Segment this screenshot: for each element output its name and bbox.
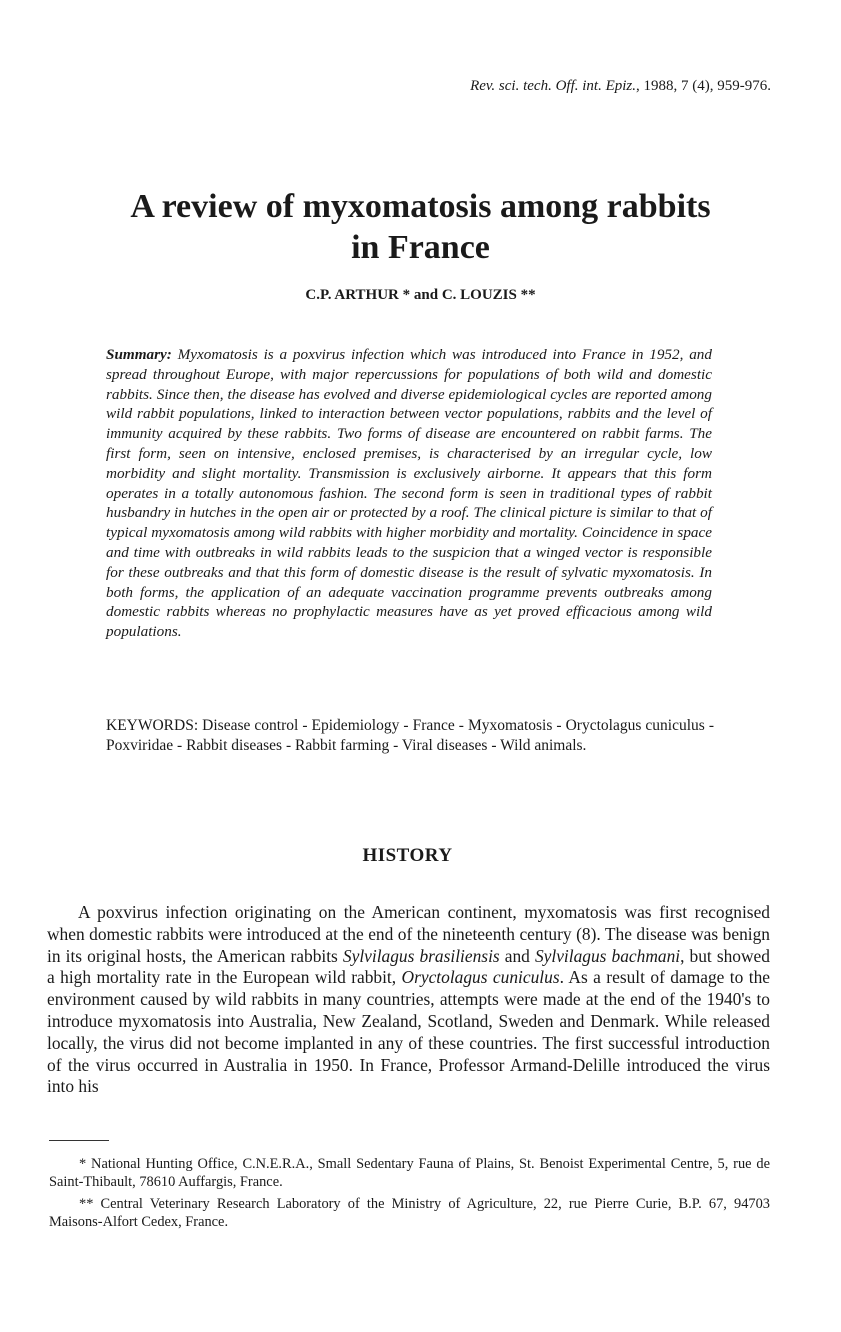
keywords: KEYWORDS: Disease control - Epidemiology - France - Myxomatosis - Oryctolagus cuniculus - Poxviridae - Rabbit diseases - Rabbit farming - Viral diseases - Wild animals.: [106, 717, 714, 754]
footnote-divider: [49, 1140, 109, 1141]
authors: C.P. ARTHUR * and C. LOUZIS **: [305, 287, 536, 303]
journal-citation: [470, 78, 771, 95]
footnote-2: ** Central Veterinary Research Laboratory of the Ministry of Agriculture, 22, rue Pierre Curie, B.P. 67, 94703 Maisons-Alfort Cedex, France.: [49, 1196, 770, 1230]
journal-name: Rev. sci. tech. Off. int. Epiz.: [470, 78, 636, 94]
footnote-1: * National Hunting Office, C.N.E.R.A., Small Sedentary Fauna of Plains, St. Benoist Experimental Centre, 5, rue de Saint-Thibault, 78610 Auffargis, France.: [49, 1156, 770, 1190]
summary-text: Myxomatosis is a poxvirus infection which was introduced into France in 1952, and spread throughout Europe, with major repercussions for populations of both wild and domestic rabbits. Since then, the disease has evolved and diverse epidemiological cycles are reported among wild rabbit populations, linked to interaction between vector populations, rabbits and the level of immunity acquired by these rabbits. Two forms of disease are encountered on rabbit farms. The first form, seen on intensive, enclosed premises, is characterised by an irregular cycle, low morbidity and slight mortality. Transmission is exclusively airborne. It appears that this form operates in a totally autonomous fashion. The second form is seen in traditional types of rabbit husbandry in hutches in the open air or protected by a roof. The clinical picture is similar to that of typical myxomatosis among wild rabbits with higher morbidity and mortality. Coincidence in space and time with outbreaks in wild rabbits leads to the suspicion that a winged vector is responsible for these outbreaks and that this form of domestic disease is the result of sylvatic myxomatosis. In both forms, the application of an adequate vaccination programme prevents outbreaks among domestic rabbits whereas no prophylactic measures have as yet proved efficacious among wild populations.: [106, 346, 712, 641]
title-line-2: in France: [351, 229, 490, 266]
history-paragraph: [47, 902, 770, 1098]
species-sylvilagus-brasiliensis: Sylvilagus brasiliensis: [342, 945, 500, 966]
summary-label: Summary:: [106, 346, 172, 363]
article-title: [0, 186, 841, 268]
species-sylvilagus-bachmani: Sylvilagus bachmani: [534, 945, 681, 966]
title-line-1: A review of myxomatosis among rabbits: [130, 188, 711, 225]
species-oryctolagus-cuniculus: Oryctolagus cuniculus: [401, 967, 560, 988]
history-text-2: and: [499, 945, 535, 966]
citation-details: , 1988, 7 (4), 959-976.: [636, 78, 771, 94]
summary-abstract: [106, 345, 712, 642]
section-heading-history: HISTORY: [362, 845, 453, 866]
history-text-3: , but showed a high mortality rate in the European wild rabbit,: [47, 945, 770, 988]
history-text-1: A poxvirus infection originating on the American continent, myxomatosis was first recognised when domestic rabbits were introduced at the end of the nineteenth century (8). The disease was benign in its original hosts, the American rabbits: [47, 902, 770, 966]
history-text-4: . As a result of damage to the environment caused by wild rabbits in many countries, attempts were made at the end of the 1940's to introduce myxomatosis into Australia, New Zealand, Scotland, Sweden and Denmark. While released locally, the virus did not become implanted in any of these countries. The first successful introduction of the virus occurred in Australia in 1950. In France, Professor Armand-Delille introduced the virus into his: [47, 967, 770, 1097]
